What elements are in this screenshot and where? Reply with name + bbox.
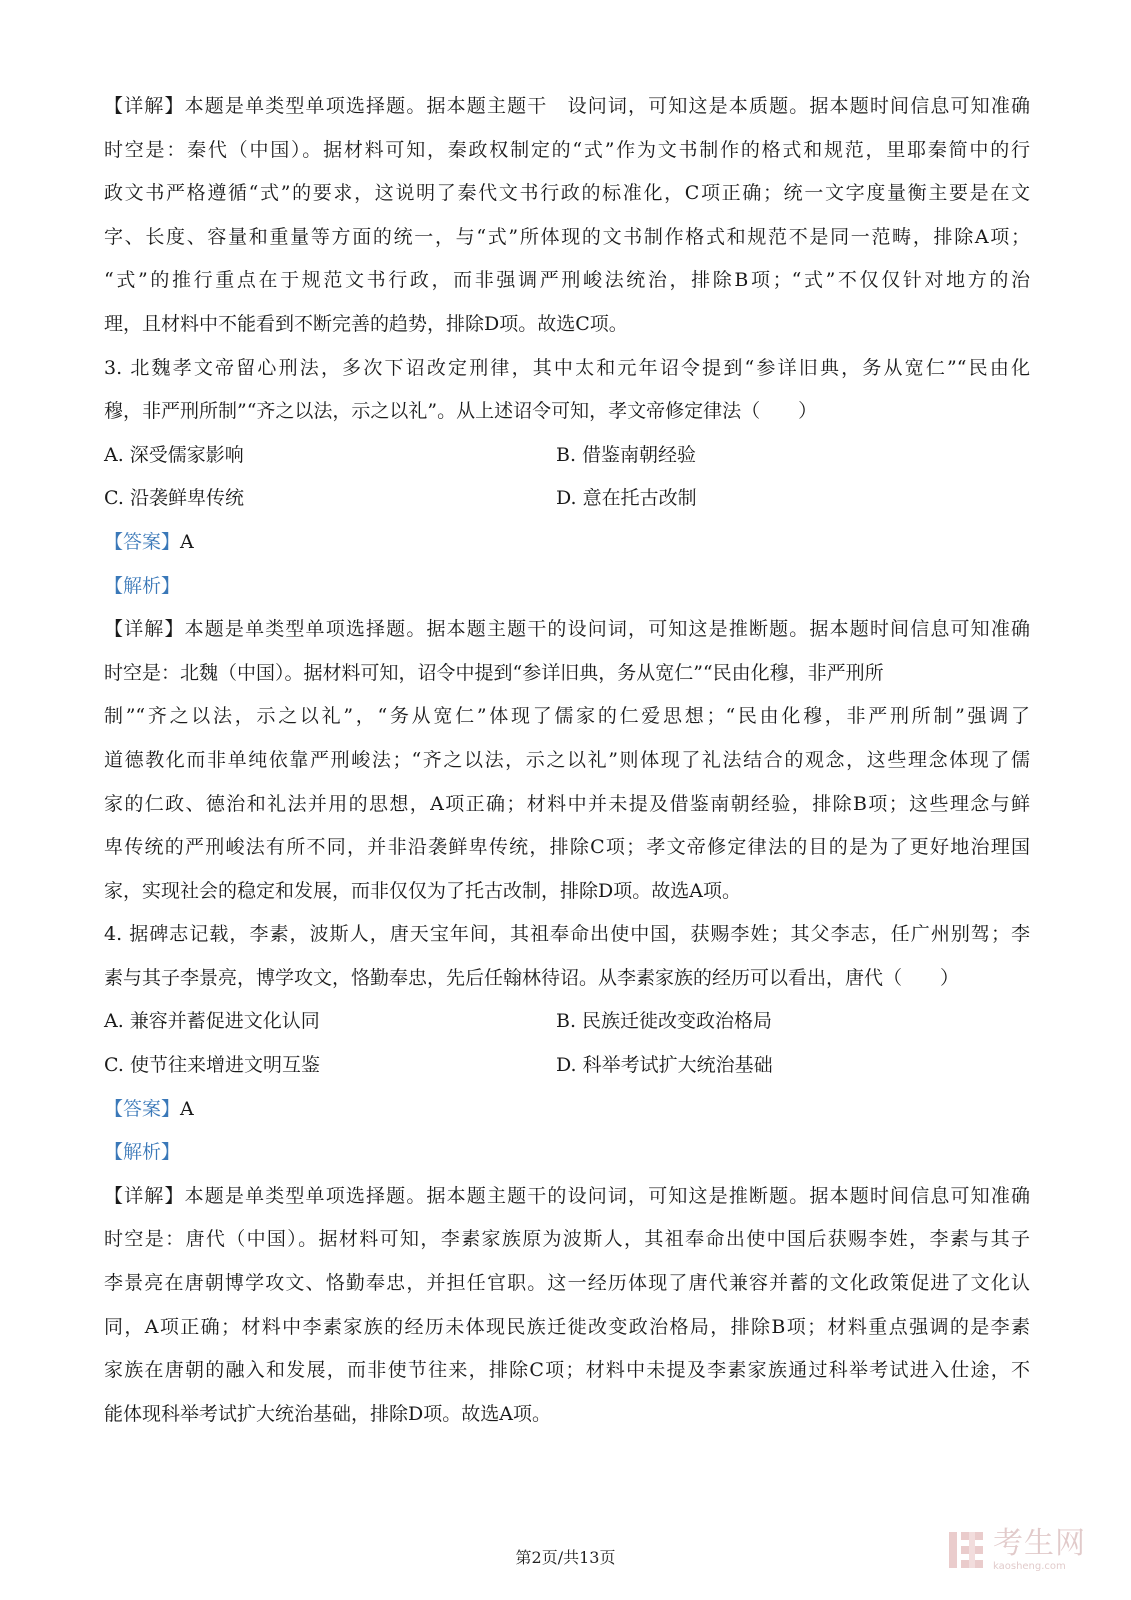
q3-answer-value: A (180, 530, 194, 553)
q4-option-c: C. 使节往来增进文明互鉴 (104, 1054, 320, 1077)
q4-option-d: D. 科举考试扩大统治基础 (556, 1054, 773, 1077)
q2-explain-line: 【详解】本题是单类型单项选择题。据本题主题干 设问词，可知这是本质题。据本题时间信息可知准确 (104, 95, 1030, 117)
q4-explain-line: 【详解】本题是单类型单项选择题。据本题主题干的设问词，可知这是推断题。据本题时间信息可知准确 (104, 1184, 1030, 1207)
watermark-text (993, 1525, 1086, 1572)
q4-options-row-2 (104, 1052, 1030, 1079)
q3-options-row-1 (104, 442, 1030, 469)
q3-explain-line: 卑传统的严刑峻法有所不同，并非沿袭鲜卑传统，排除C项；孝文帝修定律法的目的是为了更好地治理国 (104, 836, 1030, 859)
q4-options-row-1 (104, 1008, 1030, 1035)
watermark (947, 1520, 1097, 1580)
watermark-cn: 考生网 (993, 1525, 1086, 1561)
q3-explain-line: 制”“齐之以法，示之以礼”，“务从宽仁”体现了儒家的仁爱思想；“民由化穆，非严刑所制”强调了 (104, 705, 1030, 728)
q3-option-d: D. 意在托古改制 (556, 487, 697, 510)
q3-explain-line: 道德教化而非单纯依靠严刑峻法；“齐之以法，示之以礼”则体现了礼法结合的观念，这些理念体现了儒 (104, 748, 1030, 771)
q2-explain-line: 理，且材料中不能看到不断完善的趋势，排除D项。故选C项。 (104, 312, 628, 335)
q3-explain-line: 家的仁政、德治和礼法并用的思想，A项正确；材料中并未提及借鉴南朝经验，排除B项；这些理念与鲜 (104, 792, 1030, 815)
page-number: 第2页/共13页 (515, 1548, 616, 1567)
q3-stem-line: 3. 北魏孝文帝留心刑法，多次下诏改定刑律，其中太和元年诏令提到“参详旧典，务从宽仁”“民由化 (104, 356, 1030, 379)
q4-option-a: A. 兼容并蓄促进文化认同 (104, 1010, 320, 1033)
q3-answer-tag: 【答案】 (104, 530, 181, 553)
q4-answer (104, 1096, 1030, 1123)
watermark-en: kaosheng.com (993, 1560, 1066, 1572)
q4-explain-line: 时空是：唐代（中国）。据材料可知，李素家族原为波斯人，其祖奉命出使中国后获赐李姓，李素与其子 (104, 1228, 1030, 1251)
q3-explain-line: 【详解】本题是单类型单项选择题。据本题主题干的设问词，可知这是推断题。据本题时间信息可知准确 (104, 618, 1030, 641)
q3-explain-line: 时空是：北魏（中国）。据材料可知，诏令中提到“参详旧典，务从宽仁”“民由化穆，非严刑所 (104, 661, 884, 684)
q3-options-row-2 (104, 485, 1030, 512)
q4-stem-line: 素与其子李景亮，博学攻文，恪勤奉忠，先后任翰林待诏。从李素家族的经历可以看出，唐代（ ） (104, 966, 960, 989)
q3-explain-line: 家，实现社会的稳定和发展，而非仅仅为了托古改制，排除D项。故选A项。 (104, 879, 741, 902)
q4-explain-line: 能体现科举考试扩大统治基础，排除D项。故选A项。 (104, 1402, 551, 1425)
q4-stem-line: 4. 据碑志记载，李素，波斯人，唐天宝年间，其祖奉命出使中国，获赐李姓；其父李志，任广州别驾；李 (104, 923, 1030, 946)
q4-answer-tag: 【答案】 (104, 1097, 181, 1120)
q3-option-b: B. 借鉴南朝经验 (556, 443, 697, 466)
q4-option-b: B. 民族迁徙改变政治格局 (556, 1010, 773, 1033)
q3-answer (104, 529, 1030, 556)
watermark-logo-icon (947, 1528, 985, 1572)
q2-explain-line: 政文书严格遵循“式”的要求，这说明了秦代文书行政的标准化，C项正确；统一文字度量衡主要是在文 (104, 182, 1030, 205)
q4-analysis-tag: 【解析】 (104, 1141, 181, 1164)
q3-option-c: C. 沿袭鲜卑传统 (104, 487, 244, 510)
q4-explain-line: 家族在唐朝的融入和发展，而非使节往来，排除C项；材料中未提及李素家族通过科举考试进入仕途，不 (104, 1359, 1030, 1382)
document-body (104, 93, 1030, 1444)
q2-explain-line: “式”的推行重点在于规范文书行政，而非强调严刑峻法统治，排除B项；“式”不仅仅针对地方的治 (104, 269, 1030, 292)
q3-analysis-tag: 【解析】 (104, 574, 181, 597)
q4-answer-value: A (180, 1097, 194, 1120)
q3-option-a: A. 深受儒家影响 (104, 443, 244, 466)
q3-stem-line: 穆，非严刑所制”“齐之以法，示之以礼”。从上述诏令可知，孝文帝修定律法（ ） (104, 400, 818, 423)
q2-explain-line: 时空是：秦代（中国）。据材料可知，秦政权制定的“式”作为文书制作的格式和规范，里耶秦简中的行 (104, 138, 1030, 161)
q4-explain-line: 同，A项正确；材料中李素家族的经历未体现民族迁徙改变政治格局，排除B项；材料重点强调的是李素 (104, 1315, 1030, 1338)
q3-analysis (104, 573, 1030, 600)
q4-analysis (104, 1139, 1030, 1166)
q2-explain-line: 字、长度、容量和重量等方面的统一，与“式”所体现的文书制作格式和规范不是同一范畴，排除A项； (104, 225, 1030, 248)
q4-explain-line: 李景亮在唐朝博学攻文、恪勤奉忠，并担任官职。这一经历体现了唐代兼容并蓄的文化政策促进了文化认 (104, 1272, 1030, 1295)
